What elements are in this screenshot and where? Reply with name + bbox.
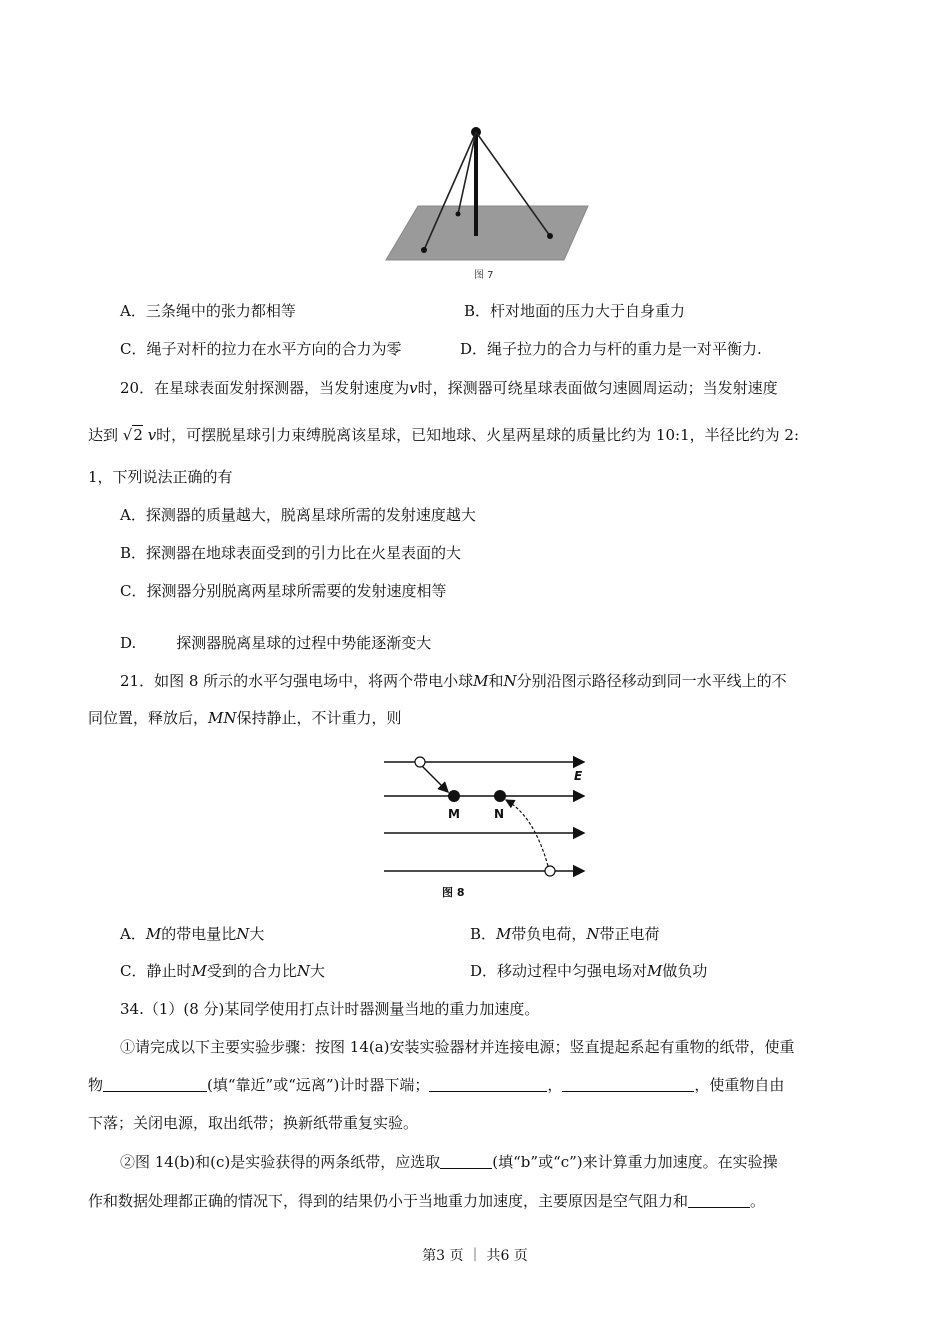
q34-p1-line-3: 下落；关闭电源，取出纸带；换新纸带重复实验。 <box>88 1114 419 1132</box>
answer-blank-1[interactable] <box>103 1077 207 1092</box>
page-footer: 第3 页 ｜ 共6 页 <box>422 1248 528 1264</box>
answer-blank-2[interactable] <box>429 1077 547 1092</box>
q20-option-c: C．探测器分别脱离两星球所需要的发射速度相等 <box>120 582 447 600</box>
ground-plane <box>386 206 588 260</box>
ball-n <box>494 790 506 802</box>
ball-m <box>448 790 460 802</box>
electric-field-diagram <box>384 746 594 904</box>
q19-option-b: B．杆对地面的压力大于自身重力 <box>464 302 686 320</box>
figure-7 <box>378 118 604 290</box>
q20-option-b: B．探测器在地球表面受到的引力比在火星表面的大 <box>120 544 462 562</box>
n-label: N <box>494 807 505 821</box>
q21-line-1: 21．如图 8 所示的水平匀强电场中，将两个带电小球M和N分别沿图示路径移动到同一水平线上的不 <box>120 672 787 690</box>
n-start <box>545 866 555 876</box>
q20-option-d: D. 探测器脱离星球的过程中势能逐渐变大 <box>120 634 432 652</box>
rope-back <box>458 132 476 214</box>
q20-line-1: 20．在星球表面发射探测器，当发射速度为v时，探测器可绕星球表面做匀速圆周运动；当发射速度 <box>120 379 778 397</box>
q34-p2-line-2: 作和数据处理都正确的情况下，得到的结果仍小于当地重力加速度，主要原因是空气阻力和 。 <box>88 1192 766 1210</box>
q21-option-c: C．静止时M受到的合力比N大 <box>120 962 325 980</box>
sqrt-two: √2 <box>122 426 143 444</box>
q21-line-2: 同位置，释放后，MN保持静止，不计重力，则 <box>88 709 402 727</box>
q20-option-a: A．探测器的质量越大，脱离星球所需的发射速度越大 <box>120 506 476 524</box>
q34-p1-line-2: 物 (填“靠近”或“远离”)计时器下端； ， ，使重物自由 <box>88 1076 785 1094</box>
q20-line-3: 1，下列说法正确的有 <box>88 468 233 486</box>
figure-8 <box>384 746 594 904</box>
q34-heading: 34.（1）(8 分)某同学使用打点计时器测量当地的重力加速度。 <box>120 1000 540 1018</box>
pole-rope-diagram <box>378 118 604 290</box>
q20-line-2: 达到 √2 v时，可摆脱星球引力束缚脱离该星球，已知地球、火星两星球的质量比约为 10:1，半径比约为 2: <box>88 426 799 444</box>
q21-option-a: A．M的带电量比N大 <box>120 925 265 943</box>
m-label: M <box>448 807 460 821</box>
q19-option-d: D．绳子拉力的合力与杆的重力是一对平衡力. <box>460 340 762 358</box>
q21-option-d: D．移动过程中匀强电场对M做负功 <box>470 962 708 980</box>
q19-option-a: A．三条绳中的张力都相等 <box>120 302 296 320</box>
q19-option-c: C．绳子对杆的拉力在水平方向的合力为零 <box>120 340 402 358</box>
fig8-caption: 图 8 <box>442 886 465 899</box>
m-start <box>415 757 425 767</box>
q21-option-b: B．M带负电荷，N带正电荷 <box>470 925 660 943</box>
fig7-caption: 图 7 <box>474 270 494 281</box>
m-path <box>422 766 448 792</box>
q34-p2-line-1: ②图 14(b)和(c)是实验获得的两条纸带，应选取 (填“b”或“c”)来计算重力加速度。在实验操 <box>120 1153 778 1171</box>
answer-blank-5[interactable] <box>688 1193 750 1208</box>
answer-blank-3[interactable] <box>562 1077 694 1092</box>
e-label: E <box>574 769 583 783</box>
answer-blank-4[interactable] <box>440 1154 492 1169</box>
q34-p1-line-1: ①请完成以下主要实验步骤：按图 14(a)安装实验器材并连接电源；竖直提起系起有重物的纸带，使重 <box>120 1038 795 1056</box>
